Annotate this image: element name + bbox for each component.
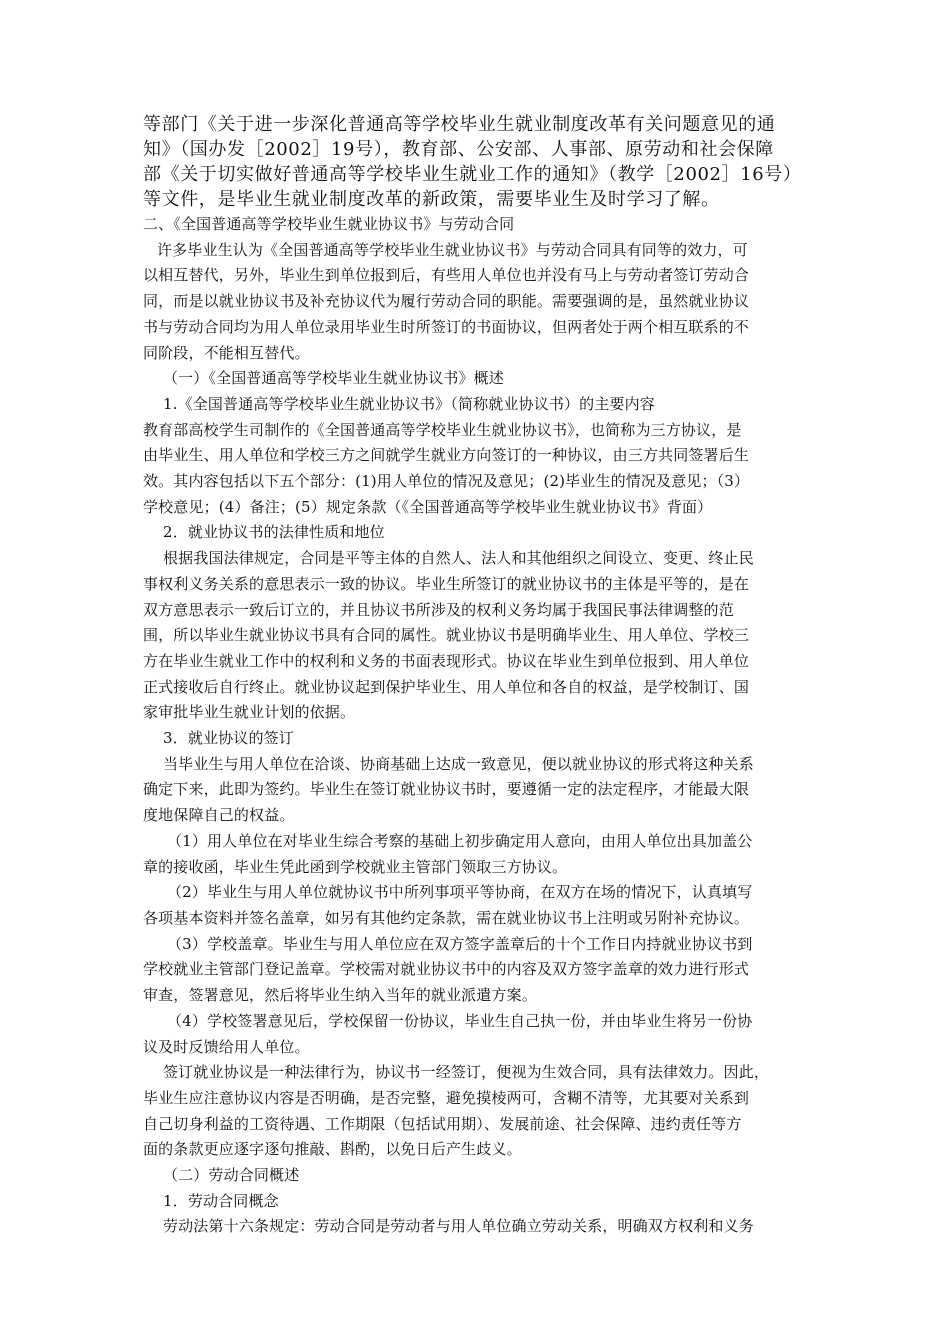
text-line: 根据我国法律规定，合同是平等主体的自然人、法人和其他组织之间设立、变更、终止民 — [163, 549, 754, 568]
text-line: 当毕业生与用人单位在洽谈、协商基础上达成一致意见，便以就业协议的形式将这种关系 — [163, 754, 754, 773]
list-item: （2）毕业生与用人单位就协议书中所列事项平等协商，在双方在场的情况下，认真填写 — [167, 883, 753, 902]
text-line: 等文件，是毕业生就业制度改革的新政策，需要毕业生及时学习了解。 — [143, 189, 720, 210]
text-line: 章的接收函，毕业生凭此函到学校就业主管部门领取三方协议。 — [143, 857, 568, 876]
item-heading: 3．就业协议的签订 — [163, 729, 294, 748]
text-line: 围，所以毕业生就业协议书具有合同的属性。就业协议书是明确毕业生、用人单位、学校三 — [143, 626, 750, 645]
text-line: 学校意见；(4）备注；(5）规定条款（《全国普通高等学校毕业生就业协议书》背面） — [143, 497, 713, 516]
document-content — [143, 112, 809, 1240]
text-line: 毕业生应注意协议内容是否明确，是否完整，避免摸棱两可，含糊不清等，尤其要对关系到 — [143, 1088, 750, 1107]
body-section — [143, 212, 809, 1240]
text-line: 双方意思表示一致后订立的，并且协议书所涉及的权利义务均属于我国民事法律调整的范 — [143, 600, 734, 619]
list-item: （4）学校签署意见后，学校保留一份协议，毕业生自己执一份，并由毕业生将另一份协 — [167, 1011, 753, 1030]
section-heading: 二、《全国普通高等学校毕业生就业协议书》与劳动合同 — [143, 215, 515, 233]
list-item: （3）学校盖章。毕业生与用人单位应在双方签字盖章后的十个工作日内持就业协议书到 — [167, 934, 753, 953]
text-line: 方在毕业生就业工作中的权利和义务的书面表现形式。协议在毕业生到单位报到、用人单位 — [143, 651, 750, 670]
text-line: 各项基本资料并签名盖章，如另有其他约定条款，需在就业协议书上注明或另附补充协议。 — [143, 908, 750, 927]
subsection-heading: （二）劳动合同概述 — [163, 1166, 300, 1185]
subsection-heading: （一）《全国普通高等学校毕业生就业协议书》概述 — [163, 369, 504, 388]
text-line: 面的条款更应逐字逐句推敲、斟酌，以免日后产生歧义。 — [143, 1140, 522, 1159]
list-item: （1）用人单位在对毕业生综合考察的基础上初步确定用人意向，由用人单位出具加盖公 — [167, 831, 753, 850]
text-line: 劳动法第十六条规定：劳动合同是劳动者与用人单位确立劳动关系，明确双方权利和义务 — [163, 1217, 754, 1236]
item-heading: 2．就业协议书的法律性质和地位 — [163, 523, 385, 542]
text-line: 自己切身利益的工资待遇、工作期限（包括试用期）、发展前途、社会保障、违约责任等方 — [143, 1114, 742, 1133]
text-line: 许多毕业生认为《全国普通高等学校毕业生就业协议书》与劳动合同具有同等的效力，可 — [157, 240, 748, 259]
text-line: 由毕业生、用人单位和学校三方之间就学生就业方向签订的一种协议，由三方共同签署后生 — [143, 446, 750, 465]
text-line: 以相互替代，另外，毕业生到单位报到后，有些用人单位也并没有马上与劳动者签订劳动合 — [143, 266, 750, 285]
text-line: 等部门《关于进一步深化普通高等学校毕业生就业制度改革有关问题意见的通 — [143, 114, 776, 135]
text-line: 效。其内容包括以下五个部分：(1)用人单位的情况及意见；(2)毕业生的情况及意见；（3） — [143, 472, 750, 491]
item-heading: 1.《全国普通高等学校毕业生就业协议书》（简称就业协议书）的主要内容 — [163, 394, 655, 413]
text-line: 部《关于切实做好普通高等学校毕业生就业工作的通知》（教学［2002］16号） — [143, 164, 802, 185]
text-line: 同阶段，不能相互替代。 — [143, 343, 310, 362]
text-line: 家审批毕业生就业计划的依据。 — [143, 703, 356, 722]
text-line: 签订就业协议是一种法律行为，协议书一经签订，便视为生效合同，具有法律效力。因此， — [163, 1063, 770, 1082]
text-line: 教育部高校学生司制作的《全国普通高等学校毕业生就业协议书》，也简称为三方协议，是 — [143, 420, 742, 439]
text-line: 事权利义务关系的意思表示一致的协议。毕业生所签订的就业协议书的主体是平等的，是在 — [143, 574, 750, 593]
text-line: 书与劳动合同均为用人单位录用毕业生时所签订的书面协议，但两者处于两个相互联系的不 — [143, 317, 750, 336]
text-line: 审查，签署意见，然后将毕业生纳入当年的就业派遣方案。 — [143, 986, 537, 1005]
item-heading: 1．劳动合同概念 — [163, 1191, 279, 1210]
text-line: 同，而是以就业协议书及补充协议代为履行劳动合同的职能。需要强调的是，虽然就业协议 — [143, 292, 750, 311]
text-line: 确定下来，此即为签约。毕业生在签订就业协议书时，要遵循一定的法定程序，才能最大限 — [143, 780, 750, 799]
text-line: 知》（国办发［2002］19号），教育部、公安部、人事部、原劳动和社会保障 — [143, 139, 774, 160]
text-line: 学校就业主管部门登记盖章。学校需对就业协议书中的内容及双方签字盖章的效力进行形式 — [143, 960, 750, 979]
text-line: 度地保障自己的权益。 — [143, 806, 295, 825]
text-line: 正式接收后自行终止。就业协议起到保护毕业生、用人单位和各自的权益，是学校制订、国 — [143, 677, 750, 696]
text-line: 议及时反馈给用人单位。 — [143, 1037, 310, 1056]
lead-paragraph — [143, 112, 809, 212]
